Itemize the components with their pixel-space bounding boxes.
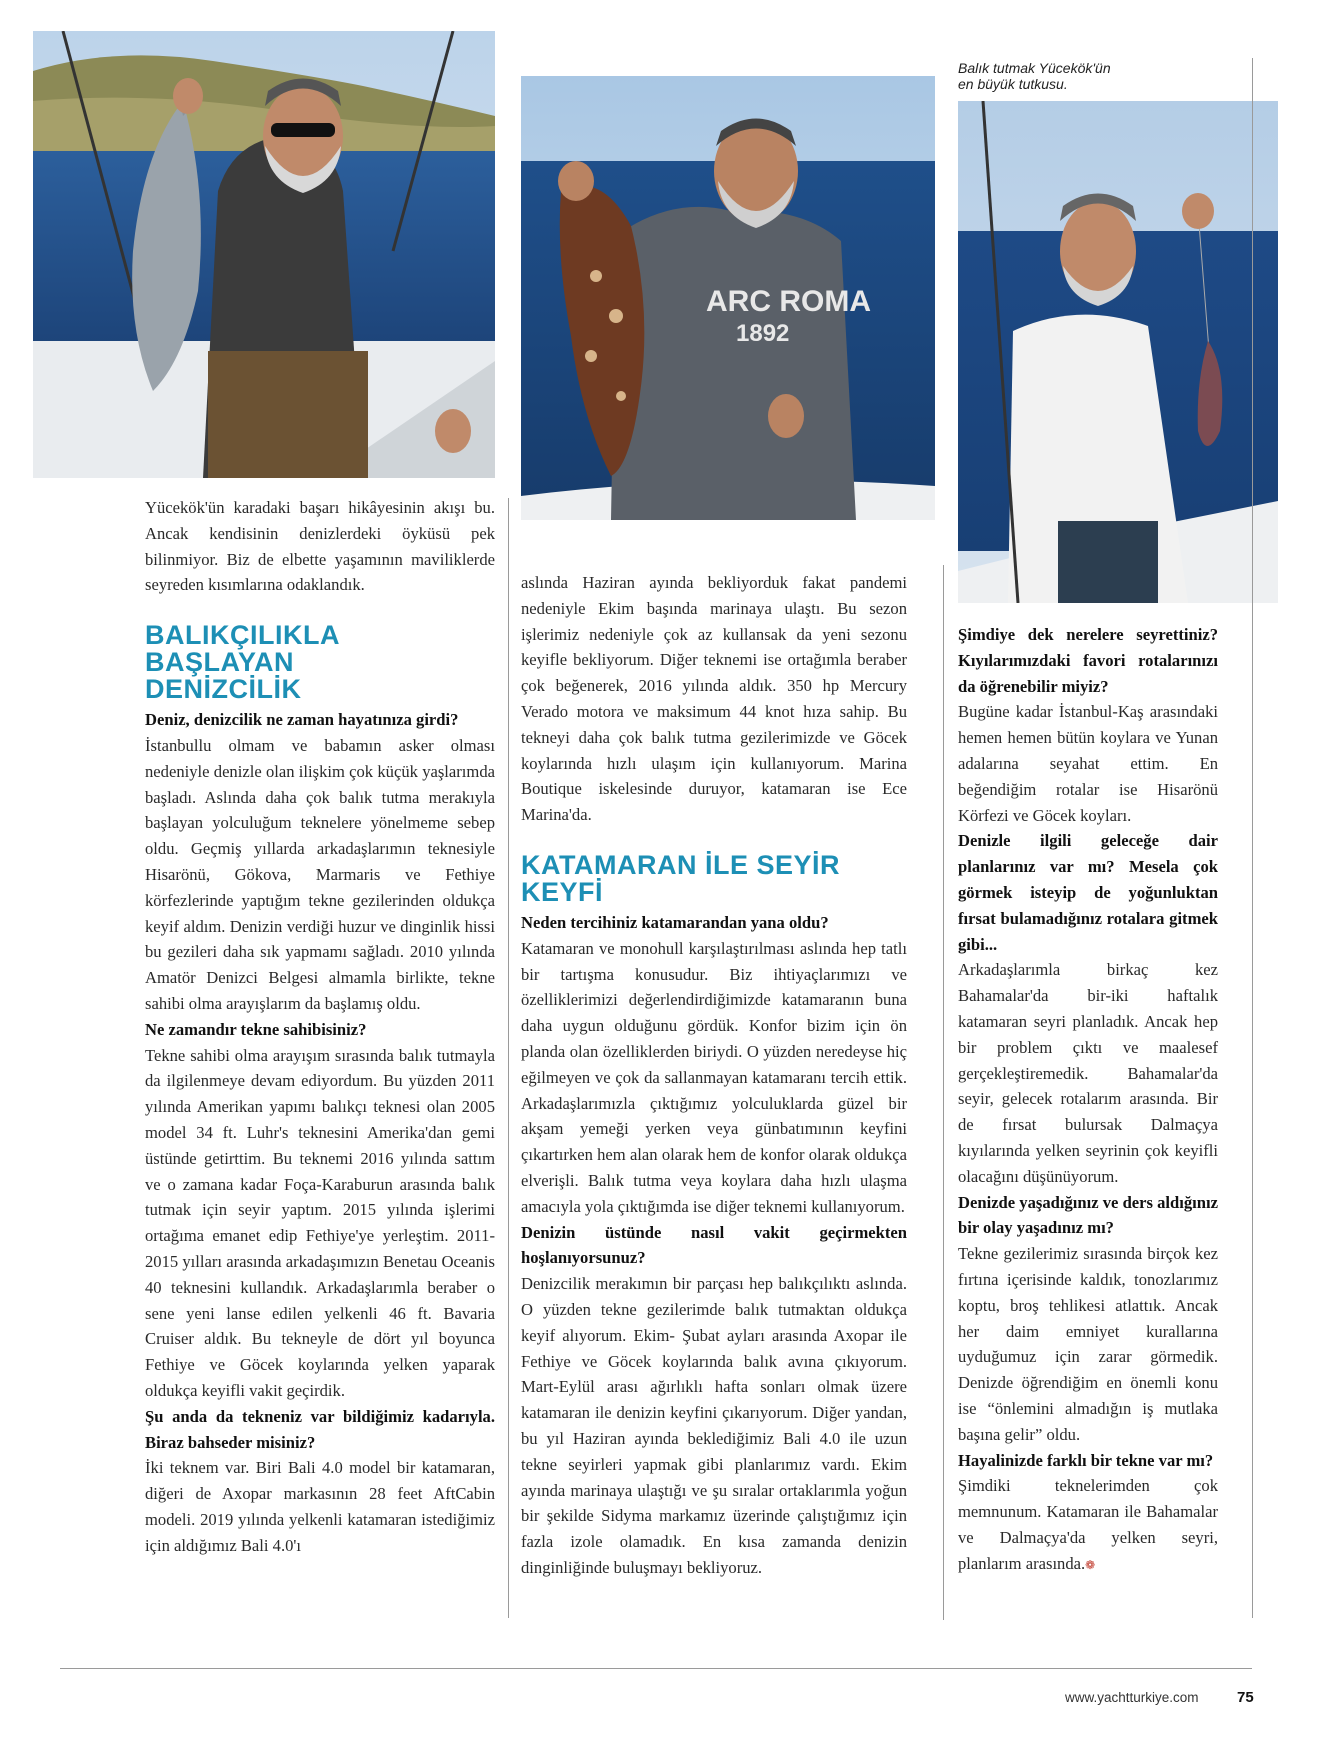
article-column-2 — [521, 570, 907, 1581]
svg-text:ARC ROMA: ARC ROMA — [706, 285, 871, 318]
answer-3-continued: aslında Haziran ayında bekliyorduk fakat pandemi nedeniyle Ekim başında marinaya ulaştı. Bu sezon işlerimiz nedeniyle çok az kullansak da yeni sezonu keyifle bekliyorum. Diğer teknemi ise ortağımla beraber çok beğenerek, 2016 yılında aldık. 350 hp Mercury Verado motora ve maksimum 44 knot hıza sahip. Bu tekneyi daha çok balık tutma gezilerimizde ve Göcek koylarında hızlı ulaşım için kullanıyorum. Marina Boutique iskelesinde duruyor, katamaran ise Ece Marina'da. — [521, 573, 907, 825]
answer-2: Tekne sahibi olma arayışım sırasında balık tutmayla da ilgilenmeye devam ediyordum. Bu yüzden 2011 yılında Amerikan yapımı balıkçı teknesi olan 2005 model 34 ft. Luhr's teknesini Amerika'dan gemi üstünde getirttim. Bu teknemi 2016 yılında sattım ve o zamana kadar Foça-Karaburun arasında balık tutmak için seyir yaptım. 2015 yılında işlerimi ortağıma emanet edip Fethiye'ye yerleştim. 2011-2015 yılları arasında arkadaşımızın Benetau Oceanis 40 teknesini kullandık. Arkadaşlarımla beraber o sene yeni lanse edilen yelkenli 46 ft. Bavaria Cruiser aldık. Bu tekneyle de dört yıl boyunca Fethiye ve Göcek koylarında yelken yaparak oldukça keyifli vakit geçirdik. — [145, 1045, 495, 1400]
question-7: Denizle ilgili geleceğe dair planlarınız var mı? Mesela çok görmek isteyip de yoğunluktan fırsat bulamadığınız rotalara gitmek gibi... — [958, 831, 1218, 954]
article-column-1 — [145, 495, 495, 1558]
section-heading-1-line1: BALIKÇILIKLA BAŞLAYAN — [145, 620, 339, 678]
section-heading-1-line2: DENİZCİLİK — [145, 674, 302, 705]
article-end-icon: ❁ — [1085, 1557, 1096, 1572]
intro-paragraph: Yücekök'ün karadaki başarı hikâyesinin akışı bu. Ancak kendisinin denizlerdeki öyküsü pek bilinmiyor. Biz de elbette yaşamının maviliklerde seyreden kısımlarına odaklandık. — [145, 498, 495, 595]
column-divider-1 — [508, 498, 509, 1618]
answer-4: Katamaran ve monohull karşılaştırılması aslında hep tatlı bir tartışma konusudur. Biz ihtiyaçlarımızı ve özelliklerimizi değerlendirdiğimizde katamaranın buna daha uygun olduğunu gördük. Konfor bizim için ön planda olan özelliklerden biriydi. O yüzden neredeyse hiç eğilmeyen ve çok da sallanmayan katamaranı tercih ettik. Arkadaşlarımızla çıktığımız yolculuklarda güzel bir akşam yemeği yerken veya günbatımının keyfini çıkartırken hem alan olarak hem de konfor olarak oldukça elverişli. Balık tutma veya koylara daha hızlı ulaşma amacıyla yola çıktığımda ise diğer teknemi kullanıyorum. — [521, 938, 907, 1216]
question-5: Denizin üstünde nasıl vakit geçirmekten hoşlanıyorsunuz? — [521, 1222, 907, 1268]
answer-3: İki teknem var. Biri Bali 4.0 model bir katamaran, diğeri de Axopar markasının 28 feet AftCabin modeli. 2019 yılında yelkenli katamaran istediğimiz için aldığımız Bali 4.0'ı — [145, 1458, 495, 1555]
answer-8: Tekne gezilerimiz sırasında birçok kez fırtına içerisinde kaldık, tonozlarımız koptu, broş tehlikesi atlattık. Ancak her daim emniyet kurallarına uyduğumuz için zarar görmedik. Denizde öğrendiğim en önemli konu ise “önlemini almadığın iş mutlaka başına gelir” oldu. — [958, 1244, 1218, 1444]
question-8: Denizde yaşadığınız ve ders aldığınız bir olay yaşadınız mı? — [958, 1192, 1218, 1238]
question-4: Neden tercihiniz katamarandan yana oldu? — [521, 912, 829, 932]
answer-7: Arkadaşlarımla birkaç kez Bahamalar'da bir-iki haftalık katamaran seyri planladık. Ancak hep bir problem çıktı ve maalesef gerçekleştiremedik. Bahamalar'da seyir, gelecek rotalarım arasında. Bir de fırsat bulursak Dalmaçya kıyılarında yelken seyrinin çok keyifli olacağını düşünüyorum. — [958, 960, 1218, 1186]
caption-line-2: en büyük tutkusu. — [958, 76, 1068, 92]
footer-website: www.yachtturkiye.com — [1065, 1690, 1199, 1705]
footer-rule — [60, 1668, 1252, 1669]
column-divider-3 — [1252, 58, 1253, 1618]
answer-9-text: Şimdiki teknelerimden çok memnunum. Katamaran ile Bahamalar ve Dalmaçya'da yelken seyri, planlarım arasında. — [958, 1476, 1218, 1573]
answer-6: Bugüne kadar İstanbul-Kaş arasındaki hemen hemen bütün koylara ve Yunan adalarına seyahat ettim. En beğendiğim rotalar ise Hisarönü Körfezi ve Göcek koyları. — [958, 702, 1218, 825]
column-divider-2 — [943, 565, 944, 1620]
photo-caption — [958, 60, 1218, 92]
svg-text:1892: 1892 — [736, 320, 790, 347]
photo-man-holding-small-fish — [958, 101, 1278, 603]
photo-man-holding-grouper — [521, 76, 935, 520]
section-heading-2: KATAMARAN İLE SEYİR KEYFİ — [521, 849, 840, 907]
answer-9 — [958, 1473, 1218, 1578]
question-3: Şu anda da tekneniz var bildiğimiz kadarıyla. Biraz bahseder misiniz? — [145, 1406, 495, 1452]
page-number: 75 — [1237, 1689, 1254, 1706]
question-2: Ne zamandır tekne sahibisiniz? — [145, 1019, 367, 1039]
answer-1: İstanbullu olmam ve babamın asker olması nedeniyle denizle olan ilişkim çok küçük yaşlarımda başladı. Aslında daha çok balık tutma merakıyla başlayan yolculuğum teknelere yönelmeme sebep oldu. Geçmiş yıllarda arkadaşlarımın teknesiyle Hisarönü, Gökova, Marmaris ve Fethiye körfezlerinde yaptığım tekne gezilerinden oldukça keyif aldım. Denizin verdiği huzur ve dinginlik hissi bu gezileri daha sık yapmamı sağladı. 2010 yılında Amatör Denizci Belgesi almamla birlikte, tekne sahibi olma arayışlarım da başlamış oldu. — [145, 735, 495, 1013]
question-9: Hayalinizde farklı bir tekne var mı? — [958, 1450, 1214, 1470]
question-6: Şimdiye dek nerelere seyrettiniz? Kıyılarımızdaki favori rotalarınızı da öğrenebilir miyiz? — [958, 625, 1218, 696]
section-heading-1 — [145, 622, 495, 703]
caption-line-1: Balık tutmak Yücekök'ün — [958, 60, 1111, 76]
article-column-3 — [958, 622, 1218, 1578]
photo-man-holding-fish-left — [33, 31, 495, 478]
answer-5: Denizcilik merakımın bir parçası hep balıkçılıktı aslında. O yüzden tekne gezilerimde balık tutmaktan oldukça keyif alıyorum. Ekim- Şubat ayları arasında Axopar ile Fethiye ve Göcek koylarında balık avına çıkıyorum. Mart-Eylül arası ağırlıklı hafta sonları olmak üzere katamaran ile denizin keyfini çıkarıyorum. Diğer yandan, bu yıl Haziran ayında beklediğimiz Bali 4.0 ile uzun tekne seyirleri yapmak gibi planlarımız vardı. Ekim ayında marinaya ulaştığı ve şu sıralar ortaklarımla yoğun bir şekilde Sidyma markamız üzerinde çalıştığımız için fazla izole olamadık. En kısa zamanda denizin dinginliğinde buluşmayı bekliyoruz. — [521, 1274, 907, 1577]
question-1: Deniz, denizcilik ne zaman hayatınıza girdi? — [145, 710, 459, 730]
